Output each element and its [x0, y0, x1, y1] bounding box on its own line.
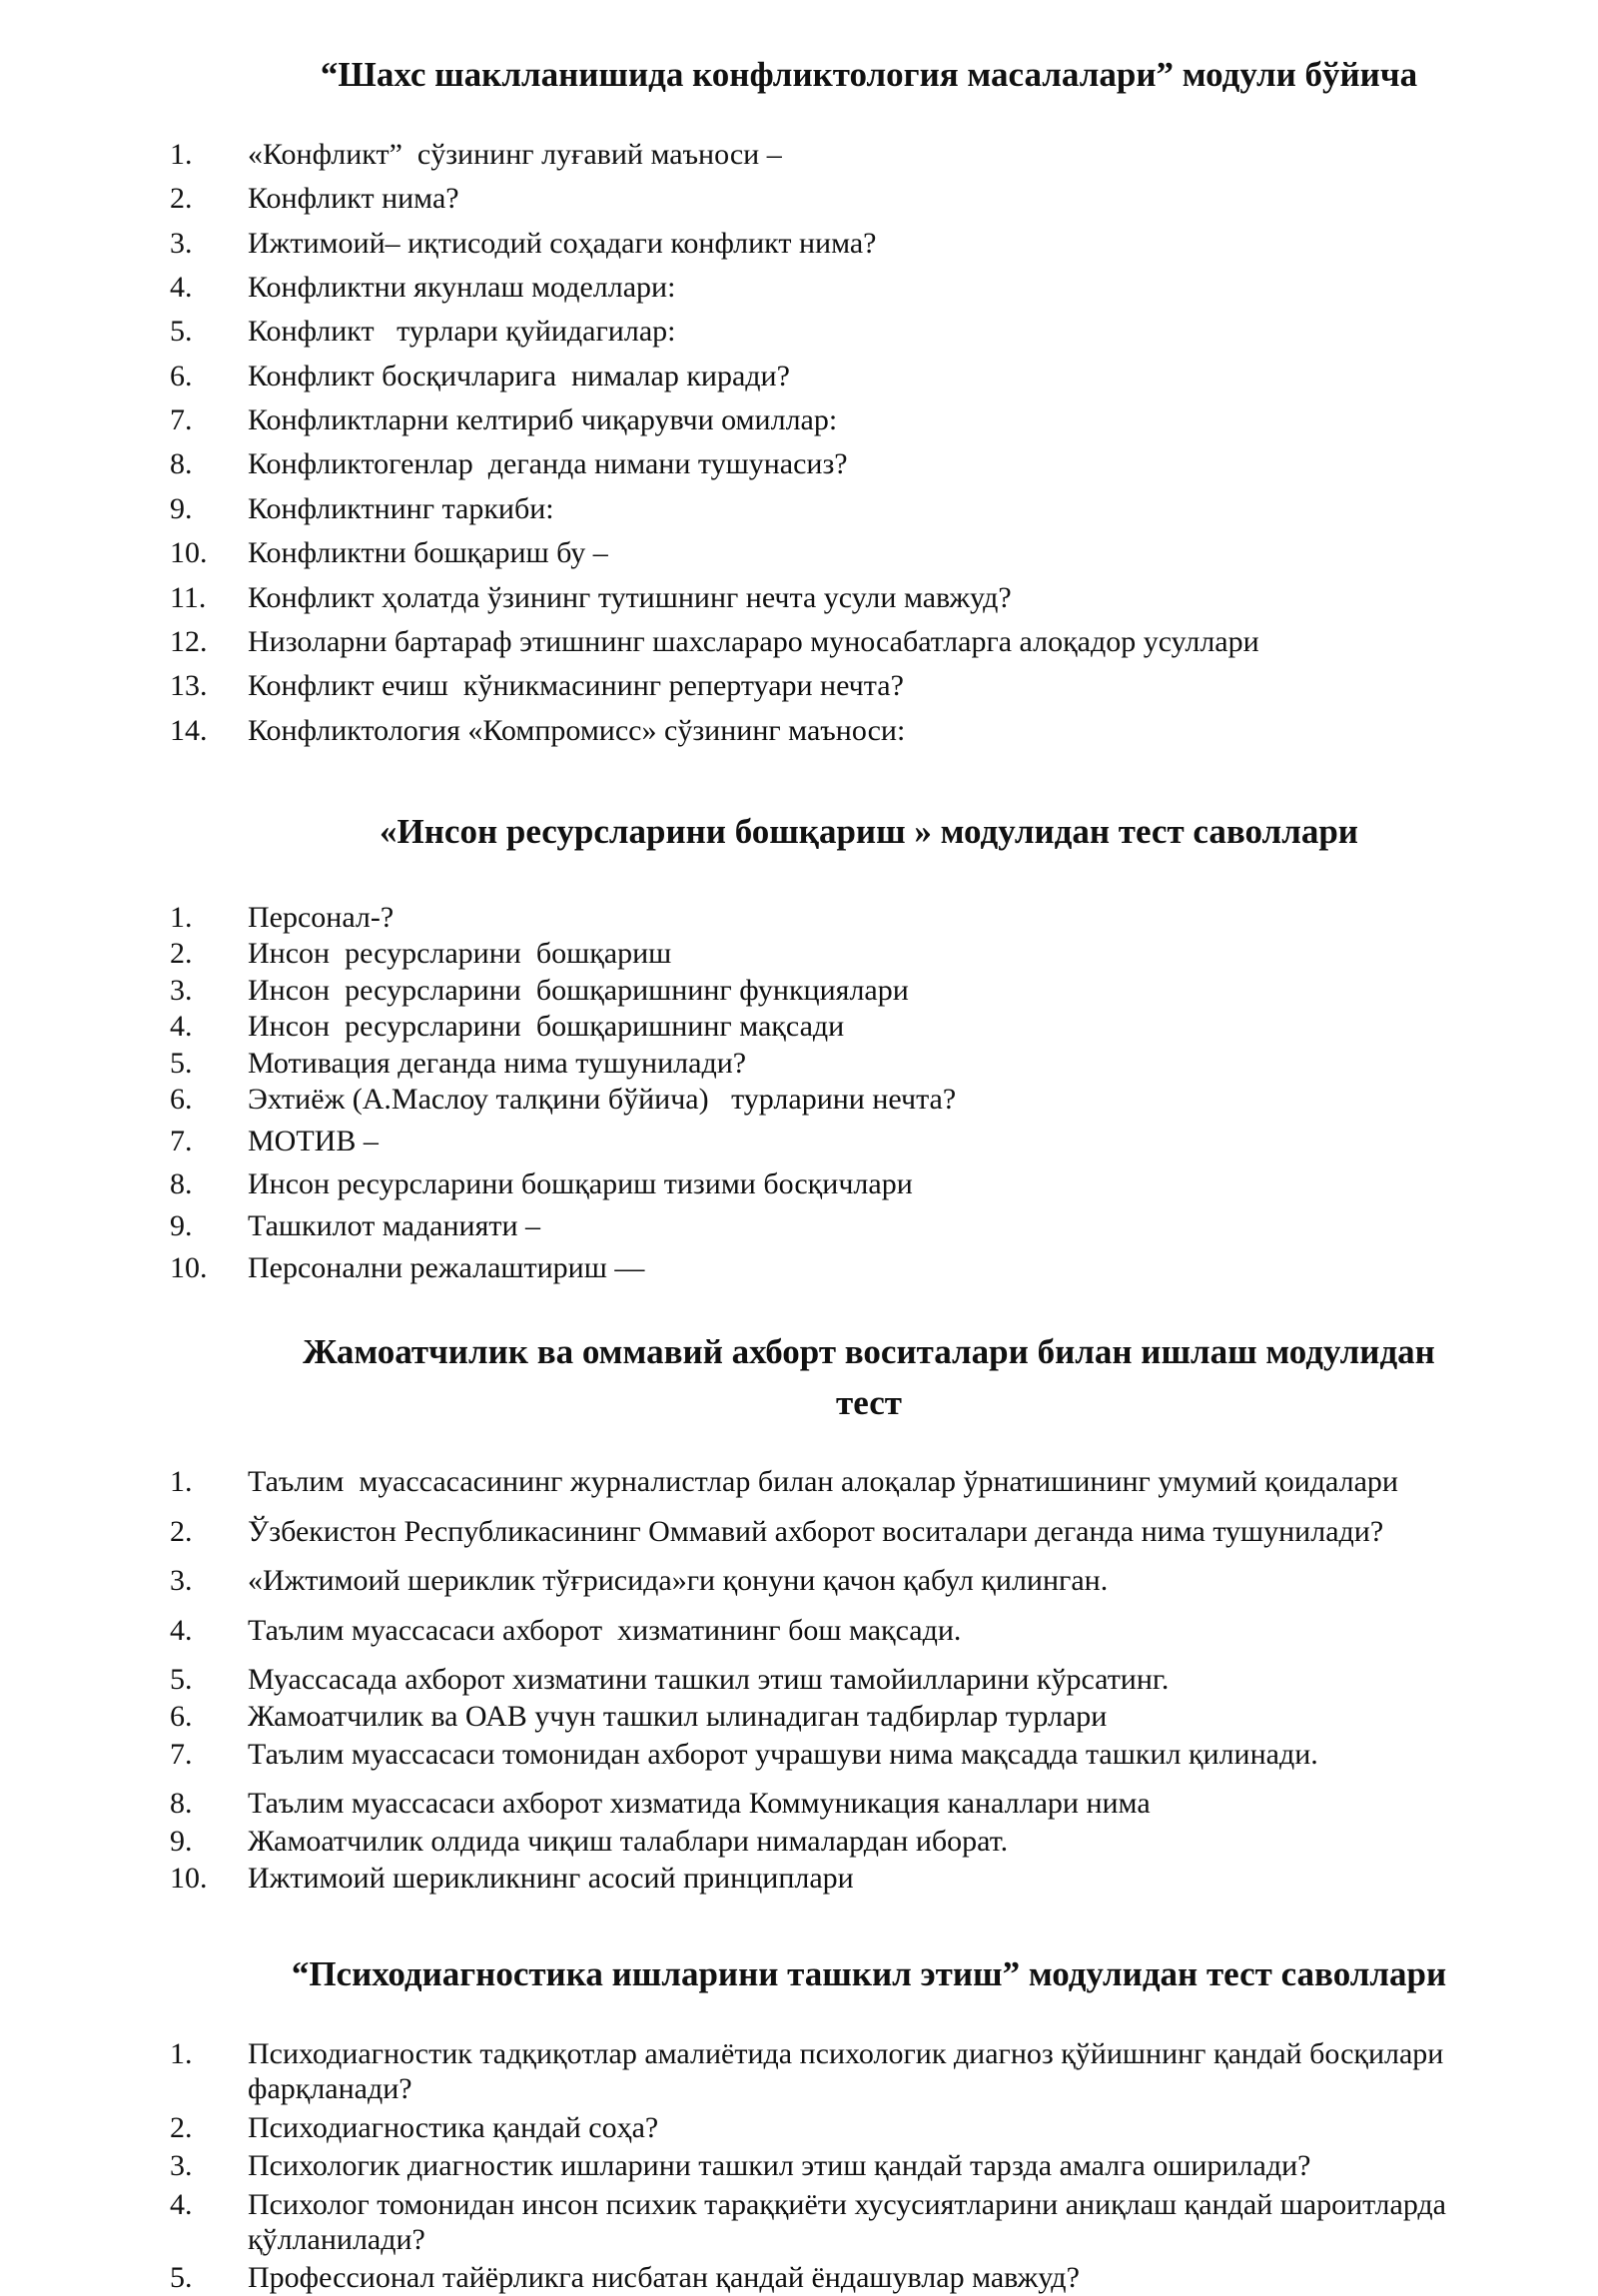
question-item	[170, 2260, 1508, 2295]
question-text: Муассасада ахборот хизматини ташкил этиш тамойилларини кўрсатинг.	[248, 1662, 1170, 1696]
question-item	[170, 936, 1508, 971]
section-title-public-relations	[170, 1327, 1508, 1429]
question-item	[170, 2187, 1508, 2258]
question-text: Таълим муассасаси ахборот хизматида Коммуникация каналлари нима	[248, 1787, 1151, 1821]
question-number: 6.	[170, 1700, 193, 1734]
question-number: 10.	[170, 1251, 208, 1285]
question-item	[170, 1464, 1508, 1499]
conflictology-section	[170, 50, 1508, 748]
question-text: Ўзбекистон Республикасининг Оммавий ахборот воситалари деганда нима тушунилади?	[248, 1514, 1384, 1548]
question-text: Конфликтнинг таркиби:	[248, 491, 554, 525]
question-number: 5.	[170, 1046, 193, 1080]
question-number: 14.	[170, 713, 208, 747]
question-item	[170, 1009, 1508, 1044]
question-number: 4.	[170, 1010, 193, 1044]
question-item	[170, 1563, 1508, 1598]
question-text: Таълим муассасаси томонидан ахборот учрашуви нима мақсадда ташкил қилинади.	[248, 1737, 1318, 1771]
section-title-line: Жамоатчилик ва оммавий ахборт воситалари билан ишлаш модулидан	[303, 1331, 1435, 1371]
question-text: Эхтиёж (А.Маслоу талқини бўйича) турларини нечта?	[248, 1082, 957, 1116]
question-number: 3.	[170, 1564, 193, 1598]
question-text: «Конфликт” сўзининг луғавий маъноси –	[248, 137, 782, 171]
question-text: Ижтимоий– иқтисодий соҳадаги конфликт нима?	[248, 226, 877, 260]
question-item	[170, 973, 1508, 1008]
question-number: 7.	[170, 1737, 193, 1771]
question-number: 2.	[170, 2110, 193, 2144]
question-text: Жамоатчилик олдида чиқиш талаблари нималардан иборат.	[248, 1824, 1009, 1858]
question-item	[170, 1662, 1508, 1697]
question-text: Конфликт босқичларига нималар киради?	[248, 359, 790, 392]
question-text: Ижтимоий шерикликнинг асосий принциплари	[248, 1861, 854, 1895]
question-number: 7.	[170, 403, 193, 437]
question-number: 5.	[170, 2261, 193, 2295]
question-item	[170, 137, 1508, 172]
question-number: 2.	[170, 937, 193, 971]
question-text: Ташкилот маданияти –	[248, 1209, 541, 1243]
question-number: 8.	[170, 1166, 193, 1200]
question-text: Инсон ресурсларини бошқаришнинг функциялари	[248, 973, 909, 1007]
public-relations-question-list	[170, 1464, 1508, 1896]
question-number: 3.	[170, 226, 193, 260]
question-item	[170, 1737, 1508, 1772]
question-text: Конфликт ечиш кўникмасининг репертуари нечта?	[248, 669, 904, 703]
question-text: Конфликт нима?	[248, 182, 459, 216]
question-item	[170, 1082, 1508, 1117]
human-resources-question-list	[170, 900, 1508, 1286]
section-spacer	[170, 757, 1508, 787]
question-text: Инсон ресурсларини бошқариш	[248, 937, 672, 971]
question-number: 11.	[170, 580, 207, 614]
psychodiagnostics-question-list	[170, 2036, 1508, 2296]
question-number: 2.	[170, 1514, 193, 1548]
question-item	[170, 535, 1508, 570]
question-number: 6.	[170, 359, 193, 392]
question-number: 8.	[170, 1787, 193, 1821]
section-spacer	[170, 1293, 1508, 1327]
question-text: Психолог томонидан инсон психик тараққиёти хусусиятларини аниқлаш қандай шароитларда қўлланилади?	[248, 2187, 1454, 2256]
question-number: 13.	[170, 669, 208, 703]
question-number: 9.	[170, 1209, 193, 1243]
question-number: 4.	[170, 2187, 193, 2221]
question-number: 10.	[170, 536, 208, 570]
question-item	[170, 446, 1508, 481]
question-text: Конфликтогенлар деганда нимани тушунасиз?	[248, 447, 848, 481]
question-text: Жамоатчилик ва ОАВ учун ташкил ылинадиган тадбирлар турлари	[248, 1700, 1108, 1734]
question-text: Конфликтология «Компромисс» сўзининг маъноси:	[248, 713, 906, 747]
question-number: 1.	[170, 1465, 193, 1499]
question-text: Психологик диагностик ишларини ташкил этиш қандай тарзда амалга оширилади?	[248, 2149, 1311, 2183]
question-number: 5.	[170, 1662, 193, 1696]
question-number: 8.	[170, 447, 193, 481]
question-number: 4.	[170, 270, 193, 304]
question-number: 5.	[170, 315, 193, 349]
question-text: «Ижтимоий шериклик тўғрисида»ги қонуни қачон қабул қилинган.	[248, 1564, 1109, 1598]
section-title-conflictology: “Шахс шаклланишида конфликтология масалалари” модули бўйича	[320, 55, 1418, 94]
question-item	[170, 624, 1508, 659]
section-title-line: тест	[836, 1382, 902, 1422]
question-item	[170, 1786, 1508, 1821]
question-item	[170, 580, 1508, 615]
question-item	[170, 668, 1508, 703]
question-item	[170, 2110, 1508, 2145]
question-text: Конфликтни якунлаш моделлари:	[248, 270, 676, 304]
question-text: Психодиагностик тадқиқотлар амалиётида психологик диагноз қўйишнинг қандай босқилари фарқланади?	[248, 2037, 1451, 2106]
question-text: Персонални режалаштириш —	[248, 1251, 645, 1285]
question-item	[170, 1514, 1508, 1549]
question-number: 4.	[170, 1613, 193, 1647]
question-text: Конфликт турлари қуйидагилар:	[248, 315, 676, 349]
question-item	[170, 1208, 1508, 1243]
question-number: 9.	[170, 1824, 193, 1858]
question-text: МОТИВ –	[248, 1125, 379, 1158]
question-text: Психодиагностика қандай соҳа?	[248, 2110, 659, 2144]
question-item	[170, 1613, 1508, 1648]
question-item	[170, 359, 1508, 393]
question-text: Конфликт ҳолатда ўзининг тутишнинг нечта усули мавжуд?	[248, 580, 1012, 614]
question-item	[170, 1250, 1508, 1285]
psychodiagnostics-section	[170, 1949, 1508, 2295]
question-item	[170, 226, 1508, 261]
question-item	[170, 1046, 1508, 1081]
question-text: Профессионал тайёрликга нисбатан қандай ёндашувлар мавжуд?	[248, 2261, 1080, 2295]
question-text: Инсон ресурсларини бошқаришнинг мақсади	[248, 1010, 845, 1044]
question-text: Инсон ресурсларини бошқариш тизими босқичлари	[248, 1166, 913, 1200]
question-item	[170, 1124, 1508, 1158]
question-number: 1.	[170, 137, 193, 171]
question-number: 3.	[170, 2149, 193, 2183]
question-item	[170, 2148, 1508, 2183]
question-number: 7.	[170, 1125, 193, 1158]
question-item	[170, 270, 1508, 305]
question-text: Конфликтларни келтириб чиқарувчи омиллар:	[248, 403, 838, 437]
question-number: 6.	[170, 1082, 193, 1116]
question-item	[170, 1166, 1508, 1201]
section-title-psychodiagnostics: “Психодиагностика ишларини ташкил этиш” модулидан тест саволлари	[291, 1954, 1447, 1994]
question-item	[170, 314, 1508, 349]
question-item	[170, 181, 1508, 216]
question-item	[170, 900, 1508, 935]
question-text: Таълим муассасаси ахборот хизматининг бош мақсади.	[248, 1613, 962, 1647]
question-item	[170, 2036, 1508, 2107]
question-item	[170, 491, 1508, 526]
question-number: 10.	[170, 1861, 208, 1895]
question-item	[170, 1824, 1508, 1859]
conflictology-question-list	[170, 137, 1508, 748]
human-resources-section	[170, 807, 1508, 1286]
question-text: Конфликтни бошқариш бу –	[248, 536, 608, 570]
question-item	[170, 1699, 1508, 1734]
question-text: Низоларни бартараф этишнинг шахслараро муносабатларга алоқадор усуллари	[248, 625, 1259, 659]
question-text: Мотивация деганда нима тушунилади?	[248, 1046, 747, 1080]
question-number: 9.	[170, 491, 193, 525]
question-number: 1.	[170, 2037, 193, 2071]
question-item	[170, 402, 1508, 437]
question-text: Таълим муассасасининг журналистлар билан алоқалар ўрнатишининг умумий қоидалари	[248, 1465, 1398, 1499]
section-title-human-resources: «Инсон ресурсларини бошқариш » модулидан тест саволлари	[380, 812, 1358, 852]
question-text: Персонал-?	[248, 900, 395, 934]
section-spacer	[170, 1910, 1508, 1949]
public-relations-section	[170, 1327, 1508, 1896]
question-number: 3.	[170, 973, 193, 1007]
question-number: 12.	[170, 625, 208, 659]
question-item	[170, 713, 1508, 748]
question-number: 2.	[170, 182, 193, 216]
question-item	[170, 1861, 1508, 1896]
question-number: 1.	[170, 900, 193, 934]
